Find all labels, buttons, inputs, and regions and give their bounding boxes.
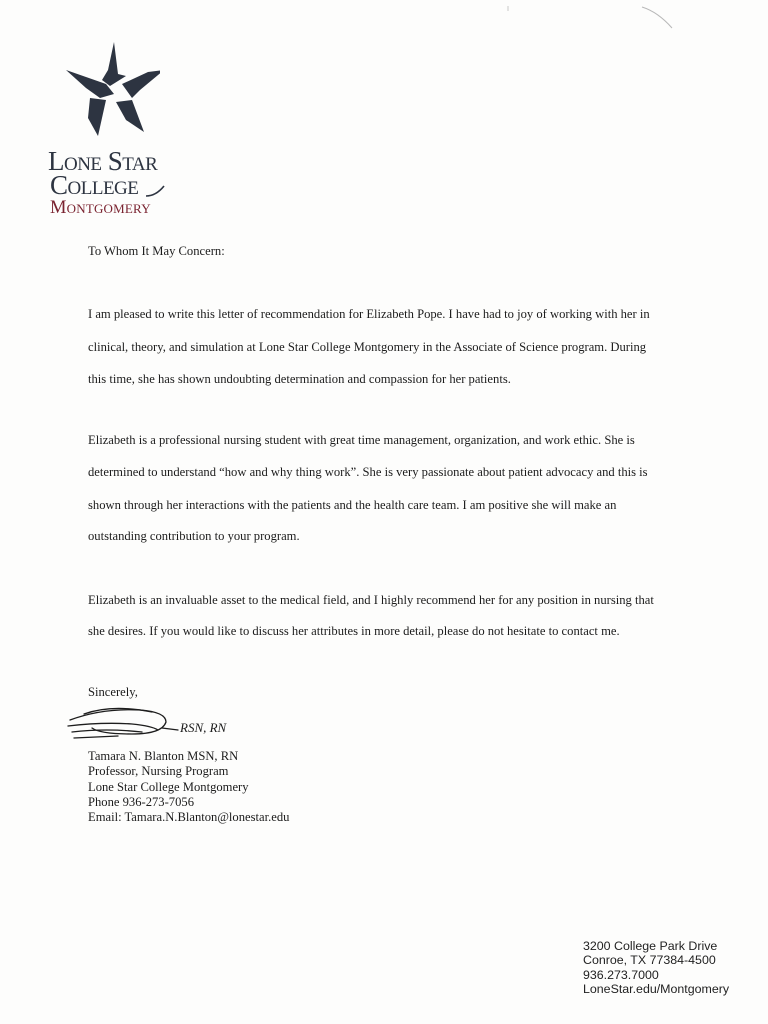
signer-block <box>88 749 289 825</box>
paragraph-1-line-3: this time, she has shown undoubting determination and compassion for her patients. <box>88 372 511 386</box>
scan-mark-icon <box>640 4 674 30</box>
paragraph-2-line-1: Elizabeth is a professional nursing student with great time management, organization, and work ethic. She is <box>88 433 635 447</box>
paragraph-2-line-3: shown through her interactions with the patients and the health care team. I am positive she will make an <box>88 498 617 512</box>
paragraph-2-line-2: determined to understand “how and why thing work”. She is very passionate about patient advocacy and this is <box>88 465 648 479</box>
signature <box>62 700 262 744</box>
paragraph-3-line-1: Elizabeth is an invaluable asset to the medical field, and I highly recommend her for any position in nursing that <box>88 593 654 607</box>
paragraph-1-line-1: I am pleased to write this letter of recommendation for Elizabeth Pope. I have had to joy of working with her in <box>88 307 650 321</box>
signature-credentials: RSN, RN <box>180 720 227 735</box>
star-logo-icon <box>56 40 160 140</box>
paragraph-3-line-2: she desires. If you would like to discuss her attributes in more detail, please do not hesitate to contact me. <box>88 624 620 638</box>
signer-institution: Lone Star College Montgomery <box>88 779 249 794</box>
closing: Sincerely, <box>88 685 138 699</box>
college-address <box>583 939 729 996</box>
logo-line-college: College <box>50 170 139 200</box>
address-street: 3200 College Park Drive <box>583 939 718 953</box>
logo-line-lone-star: Lone Star <box>48 146 158 176</box>
paragraph-2-line-4: outstanding contribution to your program. <box>88 529 300 543</box>
greeting: To Whom It May Concern: <box>88 244 225 258</box>
signer-phone: Phone 936-273-7056 <box>88 794 194 809</box>
logo-line-montgomery: Montgomery <box>50 198 151 218</box>
scan-dot-icon <box>506 6 510 12</box>
paragraph-1-line-2: clinical, theory, and simulation at Lone Star College Montgomery in the Associate of Science program. During <box>88 340 647 354</box>
address-web: LoneStar.edu/Montgomery <box>583 981 730 996</box>
signer-email: Email: Tamara.N.Blanton@lonestar.edu <box>88 810 290 825</box>
address-phone: 936.273.7000 <box>583 967 659 982</box>
signer-name: Tamara N. Blanton MSN, RN <box>88 749 239 763</box>
signer-title: Professor, Nursing Program <box>88 764 229 779</box>
address-city: Conroe, TX 77384-4500 <box>583 953 716 968</box>
